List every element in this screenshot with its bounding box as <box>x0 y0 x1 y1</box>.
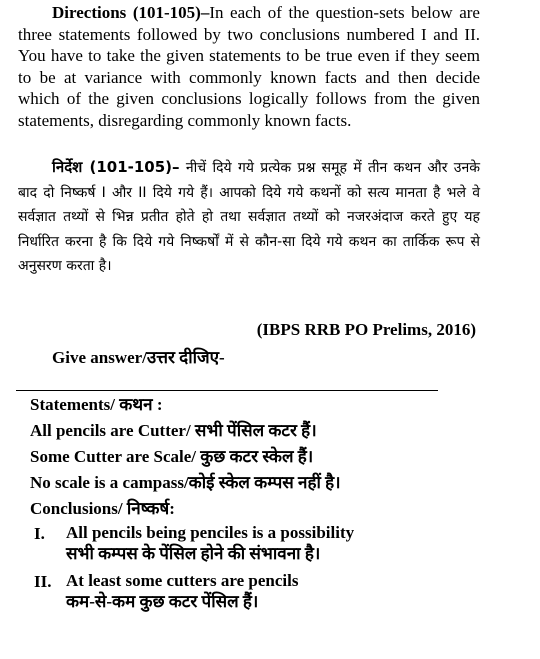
statements-heading <box>30 392 163 418</box>
conclusions-heading-text: Conclusions/ निष्कर्ष: <box>30 499 175 518</box>
statement-2-text: Some Cutter are Scale/ कुछ कटर स्केल हैं। <box>30 447 314 466</box>
conclusion-1-english: All pencils being penciles is a possibility <box>66 523 355 542</box>
directions-paragraph <box>18 2 480 131</box>
conclusion-2 <box>66 570 298 612</box>
divider-line <box>16 390 438 391</box>
directions-text: In each of the question-sets below are three statements followed by two conclusions numbered I and II. You have to take the given statements to be true even if they seem to be at variance with commonly known facts and then decide which of the given conclusions logically follows from the given statements, disregarding commonly known facts. <box>18 3 480 130</box>
conclusion-2-english: At least some cutters are pencils <box>66 571 299 590</box>
give-answer-label <box>52 345 225 368</box>
directions-label: Directions (101-105)– <box>52 3 210 22</box>
give-answer-text: Give answer/उत्तर दीजिए- <box>52 348 225 367</box>
conclusion-2-hindi: कम-से-कम कुछ कटर पेंसिल हैं। <box>66 592 259 611</box>
conclusion-1 <box>66 522 354 564</box>
hindi-directions-label: निर्देश (101-105)– <box>52 158 180 176</box>
statement-3-text: No scale is a campass/कोई स्केल कम्पस नहीं है। <box>30 473 341 492</box>
hindi-directions-paragraph <box>18 155 480 279</box>
conclusion-1-number: I. <box>34 524 45 543</box>
statement-1-text: All pencils are Cutter/ सभी पेंसिल कटर हैं। <box>30 421 317 440</box>
statement-2 <box>30 444 313 470</box>
statement-3 <box>30 470 341 496</box>
conclusions-heading <box>30 496 175 522</box>
conclusion-2-number: II. <box>34 572 52 591</box>
hindi-directions-text: नीचें दिये गये प्रत्येक प्रश्न समूह में तीन कथन और उनके बाद दो निष्कर्ष I और II दिये गये हैं। आपको दिये गये कथनों को सत्य मानता है भले वे सर्वज्ञात तथ्यों से भिन्न प्रतीत होते हो तथा सर्वज्ञात तथ्यों को नजरअंदाज करते हुए यह निर्धारित करना है कि दिये गये निष्कर्षों में से कौन-सा दिये गये कथन का तार्किक रूप से अनुसरण करता है। <box>18 160 480 274</box>
statements-heading-text: Statements/ कथन : <box>30 395 163 414</box>
source-citation: (IBPS RRB PO Prelims, 2016) <box>256 320 476 339</box>
statement-1 <box>30 418 317 444</box>
conclusion-1-hindi: सभी कम्पस के पेंसिल होने की संभावना है। <box>66 544 321 563</box>
